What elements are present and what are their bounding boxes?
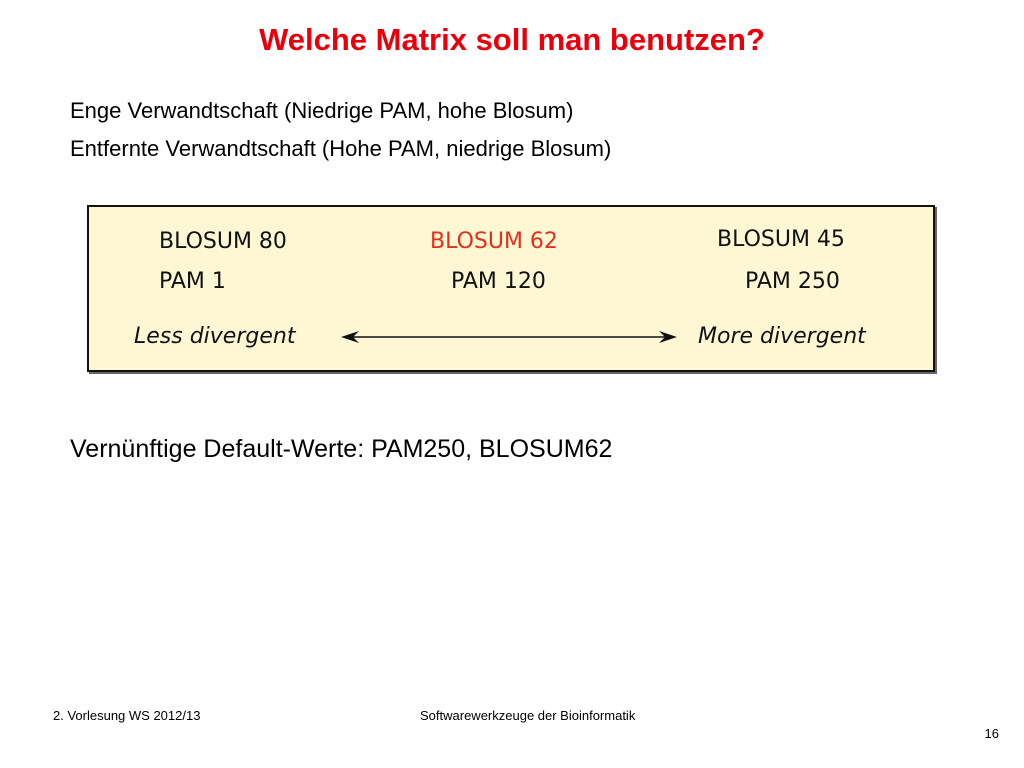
blosum-80-label: BLOSUM 80: [159, 229, 287, 254]
bullet-close-relationship: Enge Verwandtschaft (Niedrige PAM, hohe Blosum): [70, 98, 574, 123]
less-divergent-label: Less divergent: [134, 324, 296, 349]
default-values-text: Vernünftige Default-Werte: PAM250, BLOSUM62: [70, 435, 613, 463]
pam-1-label: PAM 1: [159, 269, 226, 294]
footer-lecture: 2. Vorlesung WS 2012/13: [53, 708, 201, 723]
matrix-comparison-figure: [87, 205, 935, 372]
footer-course: Softwarewerkzeuge der Bioinformatik: [420, 708, 636, 723]
blosum-62-label: BLOSUM 62: [430, 229, 558, 254]
double-arrow-icon: [339, 325, 679, 349]
blosum-45-label: BLOSUM 45: [717, 227, 845, 252]
pam-120-label: PAM 120: [451, 269, 546, 294]
pam-250-label: PAM 250: [745, 269, 840, 294]
bullet-distant-relationship: Entfernte Verwandtschaft (Hohe PAM, niedrige Blosum): [70, 136, 612, 161]
bullet-list: [70, 92, 611, 168]
page-number: 16: [984, 726, 999, 741]
more-divergent-label: More divergent: [698, 324, 866, 349]
slide-title: Welche Matrix soll man benutzen?: [259, 22, 765, 57]
